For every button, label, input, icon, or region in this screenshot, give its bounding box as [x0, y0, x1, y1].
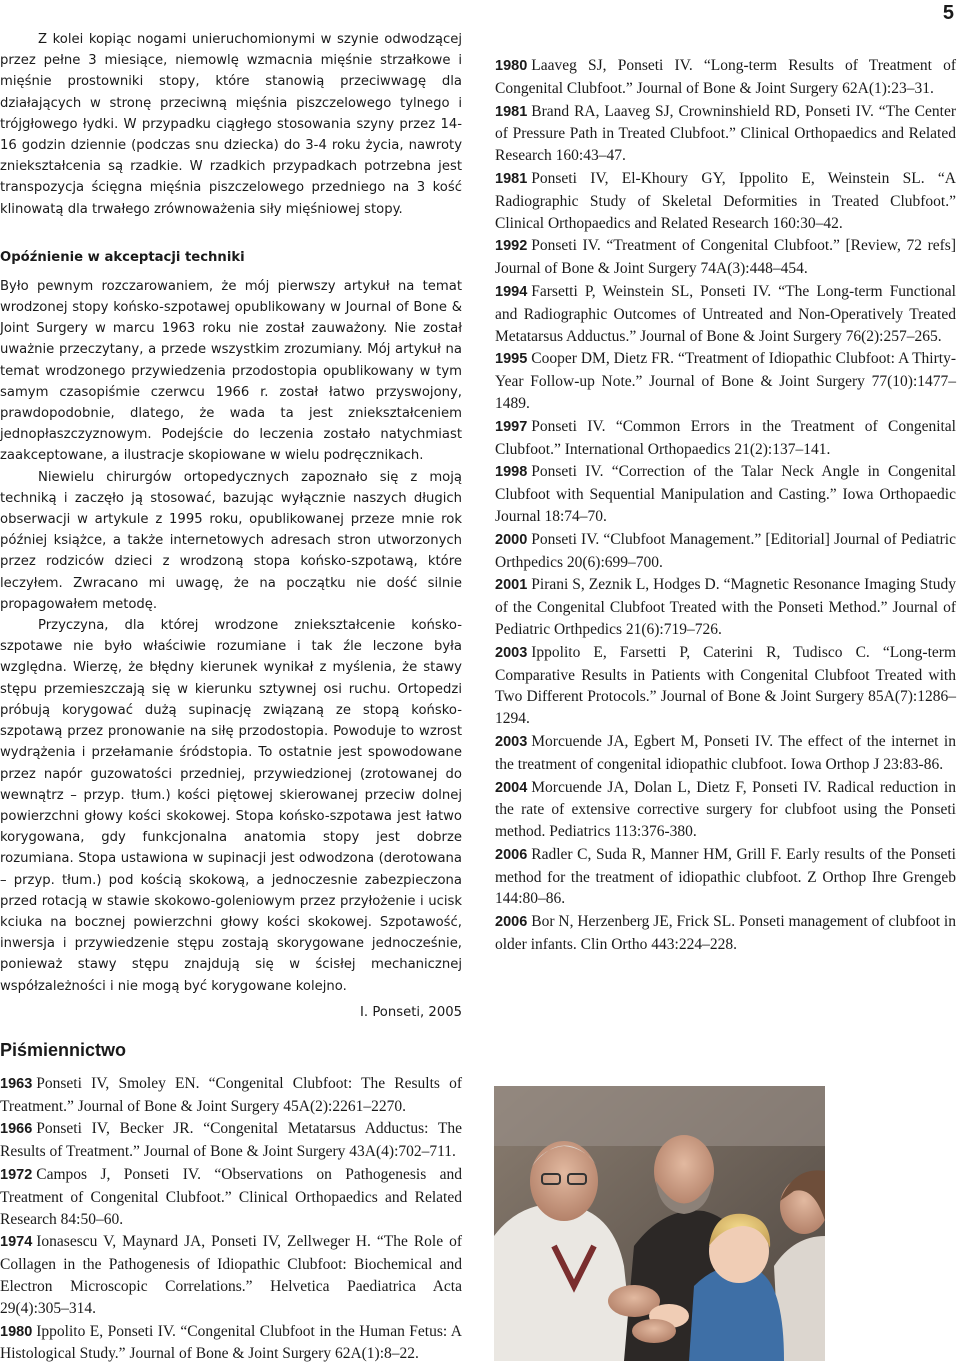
reference-year: 1972: [0, 1166, 33, 1183]
reference-text: Ponseti IV. “Correction of the Talar Neck Angle in Congenital Clubfoot with Sequential Manipulation and Casting.” Iowa Orthopaedic Journal 18:74–70.: [495, 463, 956, 525]
reference-text: Ippolito E, Ponseti IV. “Congenital Clubfoot in the Human Fetus: A Histological Study.” Journal of Bone & Joint Surgery 62A(1):8–22.: [0, 1322, 462, 1363]
reference-entry: [495, 416, 956, 461]
body-paragraph: Było pewnym rozczarowaniem, że mój pierwszy artykuł na temat wrodzonej stopy końsko-szpotawej opublikowany w Journal of Bone & Joint Surgery w marcu 1963 roku nie został zauważony. Nie został uważnie przeczytany, a przede wszystkim zrozumiany. Mój artykuł na temat wrodzonego przywiedzenia przodostopia opublikowany w tym samym czasopiśmie czerwcu 1966 r. został łatwo przyswojony, prawdopodobnie, dlatego, że wada ta jest zniekształceniem jednopłaszczyznowym. Podejście do leczenia zostało natychmiast zaakceptowane, a ilustracje skopiowane w wielu podręcznikach.: [0, 278, 462, 464]
reference-year: 1998: [495, 464, 528, 481]
reference-year: 1995: [495, 351, 528, 368]
reference-year: 1994: [495, 283, 528, 300]
reference-year: 1981: [495, 103, 528, 120]
intro-paragraph: Z kolei kopiąc nogami unieruchomionymi w szynie odwodzącej przez pełne 3 miesiące, niemowlę wzmacnia mięśnie strzałkowe i mięśnie prostowniki stopy, które stanowią przeciwwagę dla działających w stronę przeciwną mięśnia piszczelowego tylnego i trójgłowego łydki. W przypadku ciągłego stosowania szyny przez 14-16 godzin dziennie (podczas snu dziecka) do 3-4 roku życia, nawroty zniekształcenia są rzadkie. W rzadkich przypadkach potrzebna jest transpozycja ścięgna mięśnia piszczelowego przedniego na 3 kość klinowatą dla trwałego zrównoważenia siły mięśniowej stopy.: [0, 32, 462, 217]
reference-year: 2006: [495, 846, 528, 863]
reference-text: Campos J, Ponseti IV. “Observations on Pathogenesis and Treatment of Congenital Clubfoot.” Clinical Orthopaedics and Related Research 84:50–60.: [0, 1165, 462, 1228]
reference-year: 2004: [495, 779, 528, 796]
reference-text: Morcuende JA, Dolan L, Dietz F, Ponseti IV. Radical reduction in the rate of extensive corrective surgery for clubfoot using the Ponseti method. Pediatrics 113:376-380.: [495, 778, 956, 841]
reference-entry: [495, 642, 956, 730]
page-number: 5: [942, 2, 954, 24]
reference-text: Ponseti IV. “Common Errors in the Treatment of Congenital Clubfoot.” International Orthopaedics 21(2):137–141.: [495, 417, 956, 458]
clinical-photo: [494, 1086, 825, 1361]
references-left: [0, 1073, 462, 1365]
reference-year: 1980: [495, 58, 528, 74]
reference-entry: [0, 1073, 462, 1118]
reference-text: Ponseti IV, Smoley EN. “Congenital Clubfoot: The Results of Treatment.” Journal of Bone & Joint Surgery 45A(2):2261–2270.: [0, 1074, 462, 1115]
reference-entry: [495, 731, 956, 776]
reference-text: Radler C, Suda R, Manner HM, Grill F. Early results of the Ponseti method for the treatment of idiopathic clubfoot. Z Orthop Ihre Grengeb 144:80–86.: [495, 845, 956, 908]
reference-entry: [0, 1231, 462, 1319]
reference-year: 2000: [495, 531, 528, 548]
reference-entry: [495, 461, 956, 527]
body-paragraph: Przyczyna, dla której wrodzone zniekształcenie końsko-szpotawe nie było właściwie rozumiane i tak źle leczone była względna. Wierzę, że błędny kierunek wynikał z myślenia, że stawy stępu przemieszczają się w kierunku sztywnej osi ruchu. Ortopedzi próbują korygować dużą supinację związaną ze stopą końsko-szpotawą przez pronowanie na siłę przodostopia. Powoduje to wzrost wydrążenia i przełamanie śródstopia. To ostatnie jest spowodowane przez napór guzowatości przedniej, przywiedzionej (zrotowanej do wewnątrz – przyp. tłum.) kości piętowej skierowanej przeciw dolnej powierzchni głowy kości skokowej. Stopa końsko-szpotawa jest łatwo korygowana, gdy funkcjonalna anatomia stopy jest dobrze rozumiana. Stopa ustawiona w supinacji jest odwodzona (derotowana – przyp. tłum.) pod kością skokową, a jednoczesnie zabezpieczona przed rotacją w stawie skokowo-goleniowym przez przyłożenie i ucisk kciuka na bocznej powierzchni głowy kości skokowej. Szpotawość, inwersja i przywiedzenie stępu zostają skorygowane jednocześnie, ponieważ stawy stępu znajdują się w ścisłej mechanicznej współzależności i nie mogą być korygowane kolejno.: [0, 618, 462, 994]
reference-year: 2003: [495, 733, 528, 750]
reference-text: Laaveg SJ, Ponseti IV. “Long-term Results of Treatment of Congenital Clubfoot.” Journal of Bone & Joint Surgery 62A(1):23–31.: [495, 57, 956, 97]
reference-text: Ponseti IV. “Clubfoot Management.” [Editorial] Journal of Pediatric Orthpedics 20(6):699–700.: [495, 530, 956, 571]
reference-text: Ponseti IV. “Treatment of Congenital Clubfoot.” [Review, 72 refs] Journal of Bone & Joint Surgery 74A(3):448–454.: [495, 237, 956, 278]
reference-entry: [495, 235, 956, 280]
reference-text: Cooper DM, Dietz FR. “Treatment of Idiopathic Clubfoot: A Thirty-Year Follow-up Note.” Journal of Bone & Joint Surgery 77(10):1477–1489.: [495, 350, 956, 412]
reference-year: 2003: [495, 644, 528, 661]
reference-text: Ponseti IV, Becker JR. “Congenital Metatarsus Adductus: The Results of Treatment.” Journal of Bone & Joint Surgery 43A(4):702–711.: [0, 1120, 462, 1161]
reference-entry: [0, 1118, 462, 1163]
reference-entry: [0, 1321, 462, 1366]
reference-entry: [495, 574, 956, 640]
reference-text: Ippolito E, Farsetti P, Caterini R, Tudisco C. “Long-term Comparative Results in Patients with Congenital Clubfoot Treated with Two Different Protocols.” Journal of Bone & Joint Surgery 85A(7):1286–1294.: [495, 643, 956, 728]
body-paragraph: Niewielu chirurgów ortopedycznych zapoznało się z moją techniką i zaczęło ją stosować, bazując wyłącznie naszych długich obserwacji w artykule z 1995 roku, opublikowanej przeze mnie rok później książce, a także internetowych adresach stron utworzonych przez rodziców dzieci z wrodzoną stopa końsko-szpotawą, które leczyłem. Zwracano mi uwagę, że na początku nie dość silnie propagowałem metodę.: [0, 469, 462, 612]
reference-year: 1966: [0, 1121, 33, 1138]
clinical-photo-illustration: [494, 1086, 825, 1361]
reference-entry: [0, 1164, 462, 1230]
reference-text: Morcuende JA, Egbert M, Ponseti IV. The effect of the internet in the treatment of congenital idiopathic clubfoot. Iowa Orthop J 23:83-86.: [495, 732, 956, 773]
reference-year: 2006: [495, 914, 528, 931]
reference-entry: [495, 348, 956, 414]
bibliography-title: Piśmiennictwo: [0, 1039, 127, 1060]
reference-text: Ionasescu V, Maynard JA, Ponseti IV, Zellweger H. “The Role of Collagen in the Pathogenesis of Idiopathic Clubfoot: Biochemical and Electron Microscopic Correlations.” Helvetica Paediatrica Acta 29(4):305–314.: [0, 1233, 462, 1317]
reference-year: 1997: [495, 418, 528, 435]
reference-text: Brand RA, Laaveg SJ, Crowninshield RD, Ponseti IV. “The Center of Pressure Path in Treated Clubfoot.” Clinical Orthopaedics and Related Research 160:43–47.: [495, 102, 956, 165]
reference-year: 1981: [495, 170, 528, 187]
reference-year: 2001: [495, 577, 528, 594]
reference-year: 1974: [0, 1234, 33, 1251]
reference-text: Farsetti P, Weinstein SL, Ponseti IV. “The Long-term Functional and Radiographic Outcomes of Untreated and Non-Operatively Treated Metatarsus Adductus.” Journal of Bone & Joint Surgery 76(2):257–265.: [495, 282, 956, 345]
reference-text: Ponseti IV, El-Khoury GY, Ippolito E, Weinstein SL. “A Radiographic Study of Skeletal Deformities in Treated Clubfoot.” Clinical Orthopaedics and Related Research 160:30–42.: [495, 169, 956, 232]
signature: I. Ponseti, 2005: [360, 1004, 462, 1020]
reference-entry: [495, 844, 956, 910]
reference-entry: [495, 281, 956, 347]
reference-entry: [495, 168, 956, 234]
reference-entry: [495, 529, 956, 574]
reference-entry: [495, 101, 956, 167]
reference-year: 1992: [495, 238, 528, 255]
reference-entry: [495, 911, 956, 956]
reference-year: 1963: [0, 1075, 33, 1092]
reference-text: Bor N, Herzenberg JE, Frick SL. Ponseti management of clubfoot in older infants. Clin Ortho 443:224–228.: [495, 913, 956, 954]
reference-year: 1980: [0, 1323, 33, 1340]
right-column: [495, 55, 956, 957]
reference-text: Pirani S, Zeznik L, Hodges D. “Magnetic Resonance Imaging Study of the Congenital Clubfoot Treated with the Ponseti Method.” Journal of Pediatric Orthpedics 21(6):719–726.: [495, 576, 956, 638]
reference-entry: [495, 55, 956, 100]
left-column: [0, 29, 462, 1366]
section-heading: Opóźnienie w akceptacji techniki: [0, 249, 245, 265]
reference-entry: [495, 777, 956, 843]
